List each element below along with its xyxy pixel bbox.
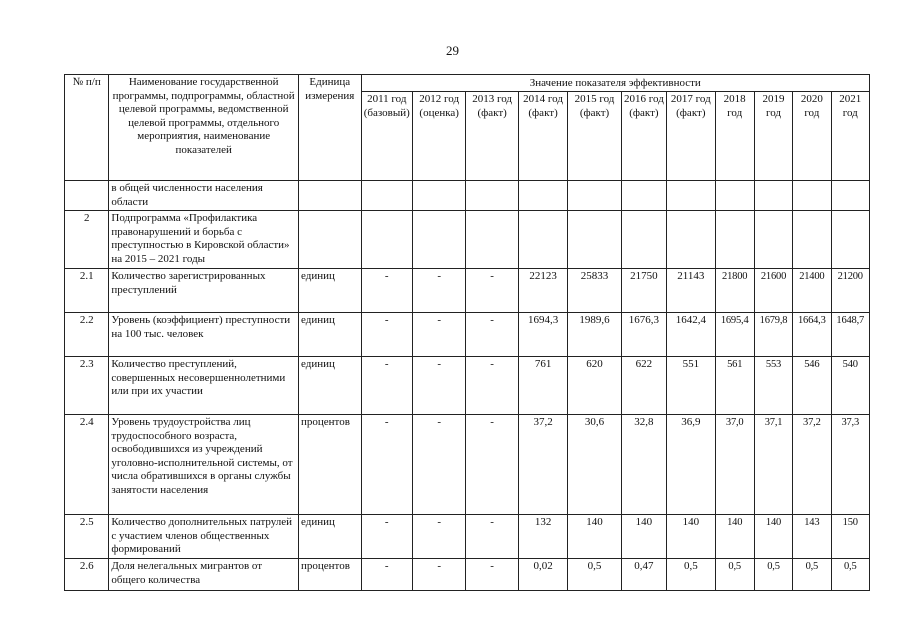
indicator-unit: процентов — [299, 415, 362, 515]
indicator-name: Количество зарегистрированных преступлений — [109, 269, 299, 313]
header-year: 2016 год (факт) — [621, 92, 666, 181]
row-number: 2.4 — [65, 415, 109, 515]
indicator-value: - — [466, 357, 518, 415]
table-row — [65, 559, 870, 591]
page-number: 29 — [446, 43, 459, 58]
indicator-value: - — [412, 357, 465, 415]
header-year: 2011 год (базовый) — [361, 92, 412, 181]
header-year: 2013 год (факт) — [466, 92, 518, 181]
indicator-value: 1695,4 — [715, 313, 754, 357]
indicator-value: - — [412, 515, 465, 559]
indicator-value: - — [361, 515, 412, 559]
indicator-value — [793, 211, 831, 269]
indicator-value: 620 — [568, 357, 621, 415]
header-year: 2018 год — [715, 92, 754, 181]
indicator-value — [754, 181, 792, 211]
indicator-value: 21750 — [621, 269, 666, 313]
indicator-value: 1694,3 — [518, 313, 567, 357]
indicator-value: - — [412, 415, 465, 515]
indicator-value — [518, 181, 567, 211]
table-row — [65, 313, 870, 357]
header-unit: Единица измерения — [299, 75, 362, 181]
header-year: 2021 год — [831, 92, 870, 181]
indicator-value: 25833 — [568, 269, 621, 313]
row-number: 2.5 — [65, 515, 109, 559]
indicator-value — [793, 181, 831, 211]
indicator-value: 551 — [667, 357, 715, 415]
indicator-value — [715, 211, 754, 269]
indicator-value — [361, 211, 412, 269]
indicator-unit: единиц — [299, 269, 362, 313]
header-year: 2017 год (факт) — [667, 92, 715, 181]
indicator-value: - — [361, 357, 412, 415]
indicator-name: в общей численности населения области — [109, 181, 299, 211]
indicator-value: 140 — [621, 515, 666, 559]
indicator-value: 540 — [831, 357, 870, 415]
indicator-value: - — [466, 515, 518, 559]
indicator-value: 1648,7 — [831, 313, 870, 357]
row-number: 2.2 — [65, 313, 109, 357]
row-number: 2.6 — [65, 559, 109, 591]
indicator-value: 21600 — [754, 269, 792, 313]
indicator-value: 0,5 — [793, 559, 831, 591]
indicator-unit — [299, 181, 362, 211]
indicator-value: 140 — [715, 515, 754, 559]
indicator-name: Количество дополнительных патрулей с участием членов общественных формирований — [109, 515, 299, 559]
indicator-value — [568, 181, 621, 211]
indicator-value: - — [466, 269, 518, 313]
indicator-value: 1664,3 — [793, 313, 831, 357]
indicator-value — [831, 211, 870, 269]
row-number: 2 — [65, 211, 109, 269]
indicator-value — [466, 211, 518, 269]
indicator-value — [667, 211, 715, 269]
table-body — [65, 181, 870, 591]
indicator-value: 0,5 — [831, 559, 870, 591]
header-year: 2020 год — [793, 92, 831, 181]
indicator-value: 622 — [621, 357, 666, 415]
indicator-value: 0,5 — [754, 559, 792, 591]
indicator-unit: процентов — [299, 559, 362, 591]
indicator-value: - — [412, 269, 465, 313]
table-row — [65, 181, 870, 211]
header-year: 2015 год (факт) — [568, 92, 621, 181]
indicator-value — [568, 211, 621, 269]
indicator-value: 546 — [793, 357, 831, 415]
indicator-value: 0,02 — [518, 559, 567, 591]
indicator-value: - — [412, 313, 465, 357]
indicator-value: 1989,6 — [568, 313, 621, 357]
indicator-unit: единиц — [299, 313, 362, 357]
row-number: 2.3 — [65, 357, 109, 415]
indicator-value: 37,2 — [793, 415, 831, 515]
indicator-value: 21200 — [831, 269, 870, 313]
indicator-value: - — [466, 559, 518, 591]
indicator-value: 37,2 — [518, 415, 567, 515]
indicator-value — [831, 181, 870, 211]
indicator-value: 553 — [754, 357, 792, 415]
indicator-value: 1679,8 — [754, 313, 792, 357]
row-number — [65, 181, 109, 211]
indicator-value: 37,3 — [831, 415, 870, 515]
indicator-value — [754, 211, 792, 269]
indicator-value: - — [361, 415, 412, 515]
indicator-value: 22123 — [518, 269, 567, 313]
indicator-value: 32,8 — [621, 415, 666, 515]
header-name: Наименование государственной программы, подпрограммы, областной целевой программы, ведомственной целевой программы, отдельного мероприятия, наименование показателей — [109, 75, 299, 181]
indicator-unit: единиц — [299, 515, 362, 559]
indicator-value: 132 — [518, 515, 567, 559]
header-year: 2014 год (факт) — [518, 92, 567, 181]
indicator-value: 0,5 — [667, 559, 715, 591]
indicator-name: Доля нелегальных мигрантов от общего количества — [109, 559, 299, 591]
indicator-value: - — [361, 313, 412, 357]
indicator-value — [621, 181, 666, 211]
indicator-value: 30,6 — [568, 415, 621, 515]
indicator-value: 150 — [831, 515, 870, 559]
indicator-value: 0,5 — [568, 559, 621, 591]
indicator-value — [715, 181, 754, 211]
table-row — [65, 211, 870, 269]
table-row — [65, 415, 870, 515]
indicator-value — [621, 211, 666, 269]
indicator-value — [518, 211, 567, 269]
indicator-value: 761 — [518, 357, 567, 415]
indicator-value: 143 — [793, 515, 831, 559]
indicator-name: Подпрограмма «Профилактика правонарушений и борьба с преступностью в Кировской области» на 2015 – 2021 годы — [109, 211, 299, 269]
indicator-unit — [299, 211, 362, 269]
header-year: 2012 год (оценка) — [412, 92, 465, 181]
table-row — [65, 357, 870, 415]
indicator-name: Количество преступлений, совершенных несовершеннолетними или при их участии — [109, 357, 299, 415]
indicator-value: 140 — [667, 515, 715, 559]
indicator-value: 21800 — [715, 269, 754, 313]
indicator-value: 37,1 — [754, 415, 792, 515]
indicator-value: 561 — [715, 357, 754, 415]
table-row — [65, 269, 870, 313]
table-row — [65, 515, 870, 559]
indicator-value: - — [412, 559, 465, 591]
indicator-value: 140 — [568, 515, 621, 559]
indicator-value — [412, 211, 465, 269]
indicator-value: 0,5 — [715, 559, 754, 591]
indicator-value — [667, 181, 715, 211]
header-year: 2019 год — [754, 92, 792, 181]
indicator-table — [64, 74, 870, 591]
indicator-value: 1676,3 — [621, 313, 666, 357]
indicator-value: 0,47 — [621, 559, 666, 591]
indicator-value: 140 — [754, 515, 792, 559]
indicator-value: 36,9 — [667, 415, 715, 515]
indicator-name: Уровень (коэффициент) преступности на 100 тыс. человек — [109, 313, 299, 357]
indicator-value: - — [466, 313, 518, 357]
indicator-value: - — [361, 559, 412, 591]
header-num: № п/п — [65, 75, 109, 181]
indicator-value: - — [466, 415, 518, 515]
indicator-value: - — [361, 269, 412, 313]
indicator-value: 21400 — [793, 269, 831, 313]
indicator-name: Уровень трудоустройства лиц трудоспособного возраста, освободившихся из учреждений уголовно-исполнительной системы, от числа обратившихся в органы службы занятости населения — [109, 415, 299, 515]
indicator-unit: единиц — [299, 357, 362, 415]
indicator-value — [466, 181, 518, 211]
indicator-value: 37,0 — [715, 415, 754, 515]
indicator-value — [412, 181, 465, 211]
indicator-value: 1642,4 — [667, 313, 715, 357]
row-number: 2.1 — [65, 269, 109, 313]
indicator-value: 21143 — [667, 269, 715, 313]
header-row-1 — [65, 75, 870, 92]
indicator-value — [361, 181, 412, 211]
header-value-group: Значение показателя эффективности — [361, 75, 869, 92]
